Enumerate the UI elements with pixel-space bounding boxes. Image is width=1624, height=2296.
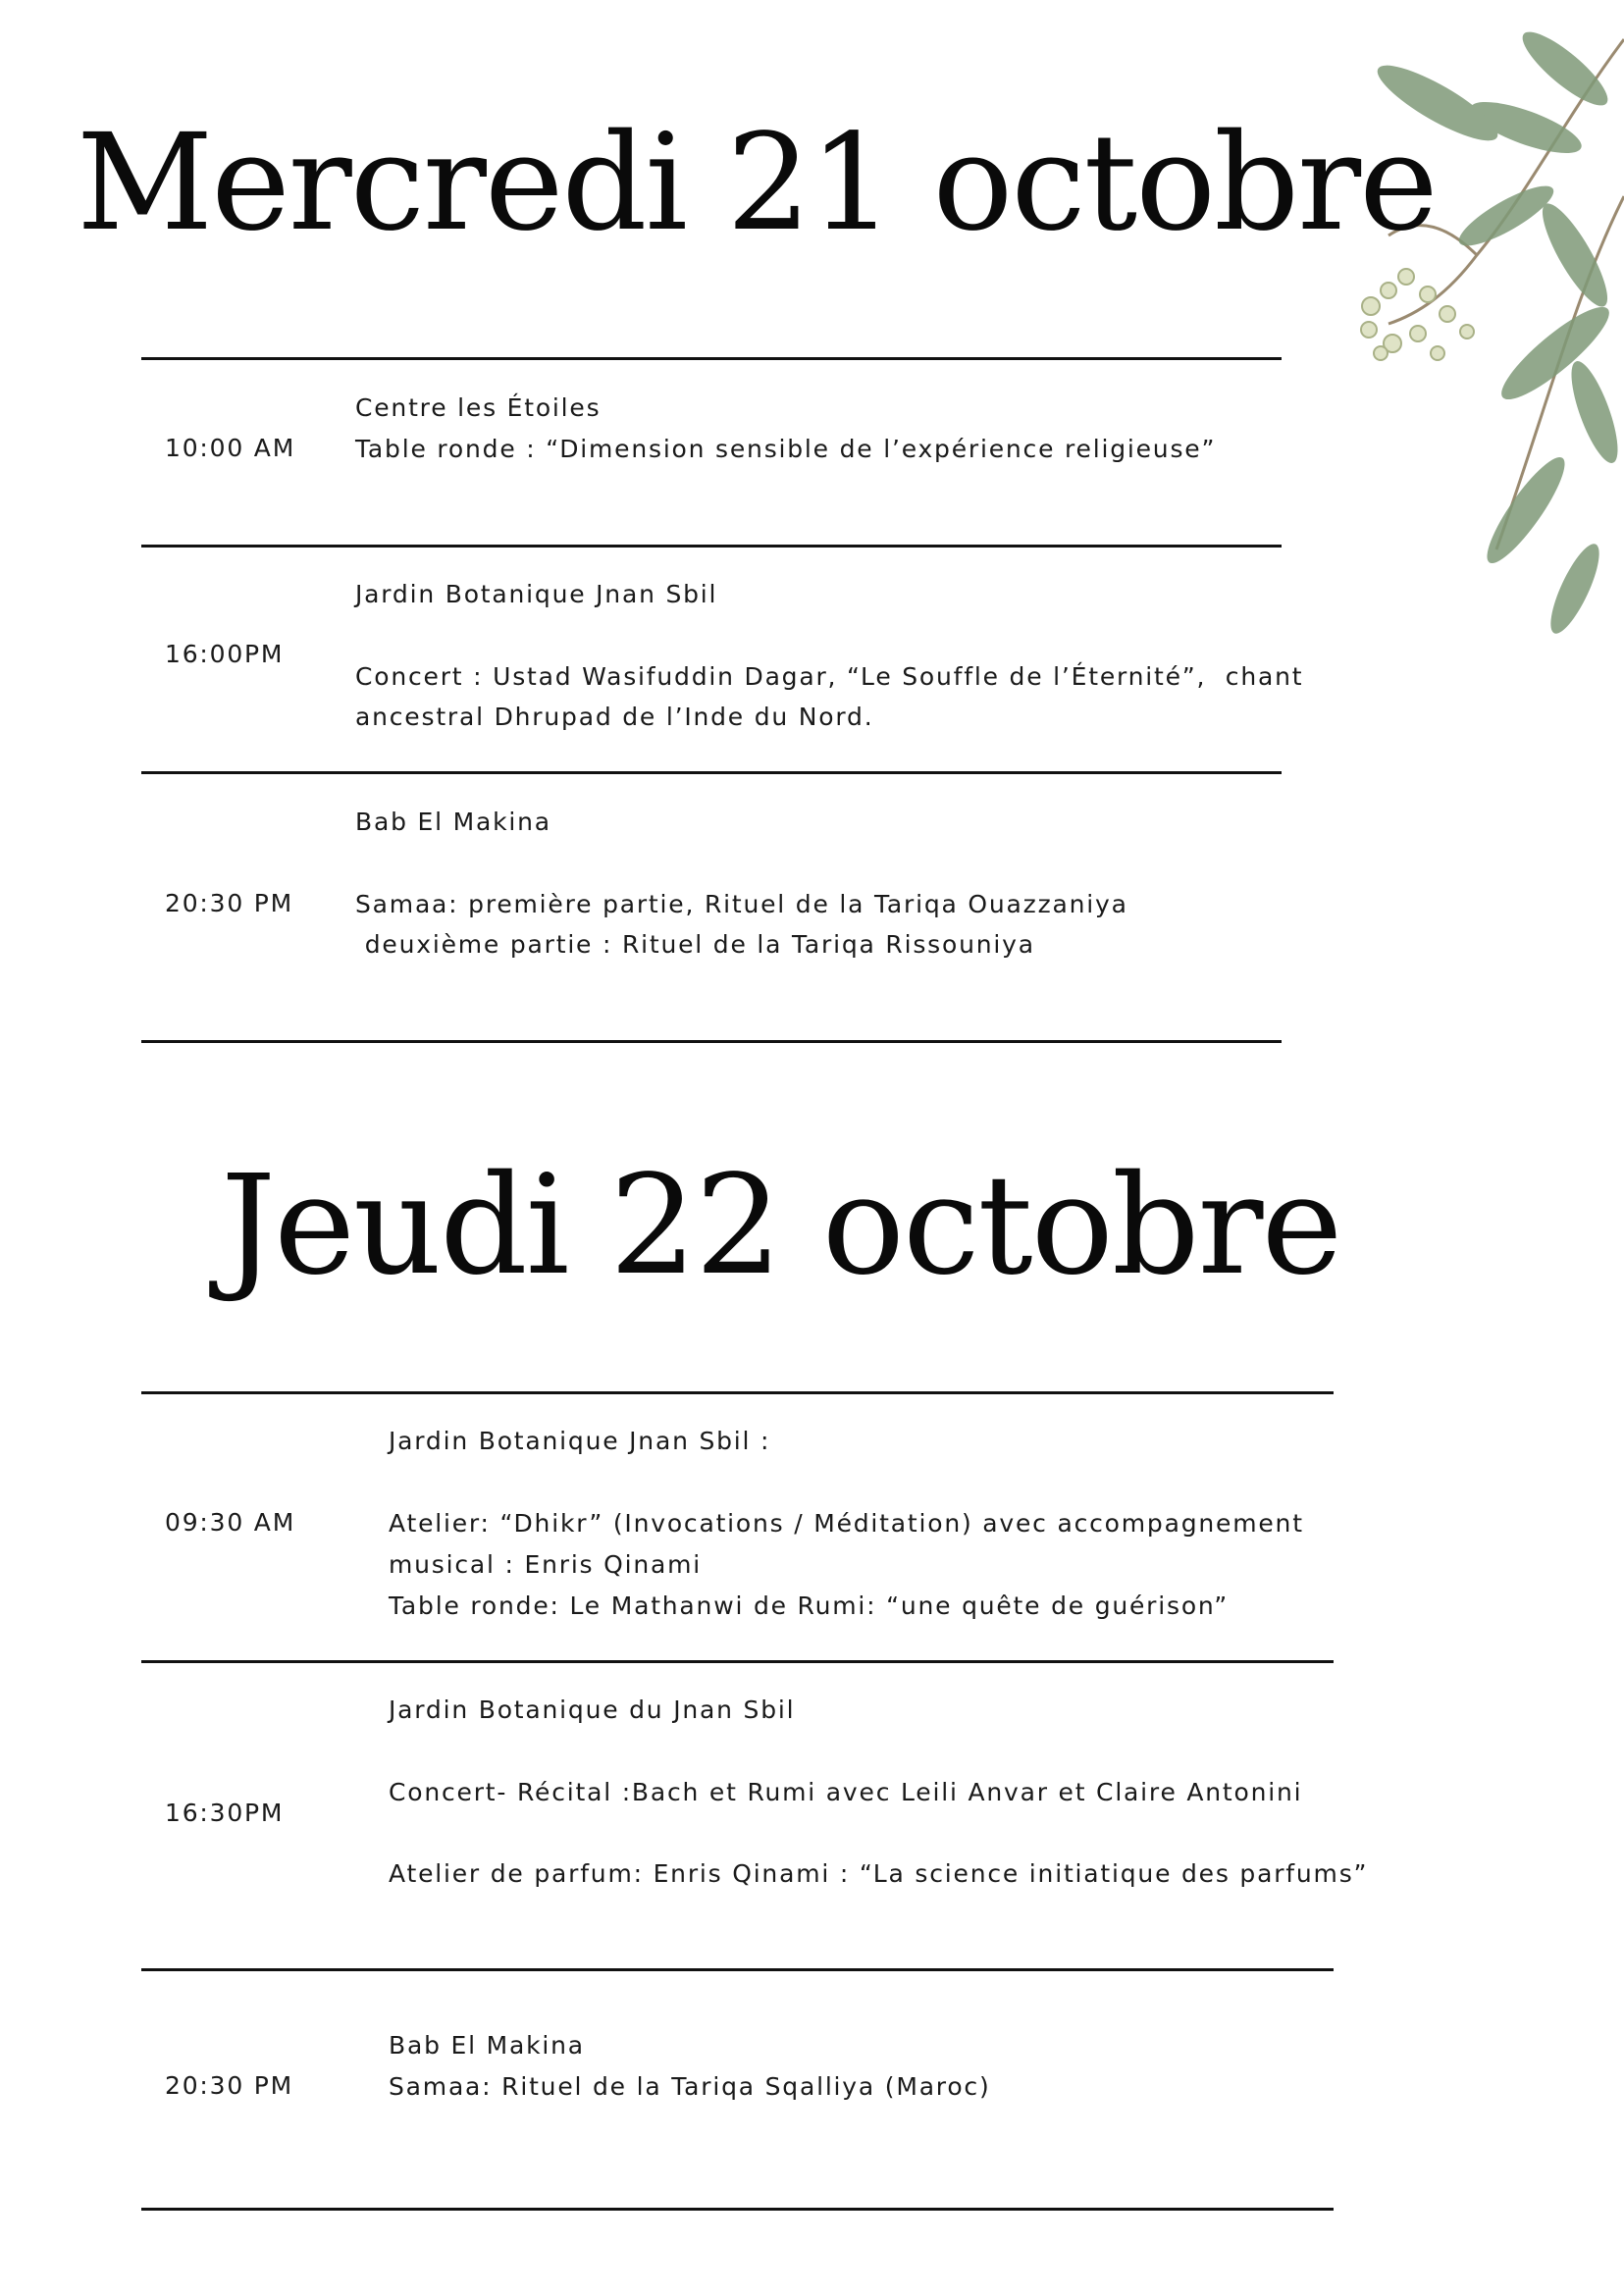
event-description: deuxième partie : Rituel de la Tariqa Rissouniya <box>355 930 1035 959</box>
event-description: Atelier: “Dhikr” (Invocations / Méditation) avec accompagnement <box>389 1509 1304 1538</box>
event-description-text: Concert : Ustad Wasifuddin Dagar, “Le Souffle de l’Éternité”, chant <box>355 662 1304 691</box>
divider <box>141 771 1282 774</box>
divider <box>141 2208 1334 2211</box>
divider <box>141 1660 1334 1663</box>
event-time: 20:30 PM <box>165 2071 294 2100</box>
event-venue: Bab El Makina <box>355 808 551 836</box>
event-description: Samaa: première partie, Rituel de la Tariqa Ouazzaniya <box>355 890 1128 918</box>
event-venue: Jardin Botanique du Jnan Sbil <box>389 1696 796 1724</box>
divider <box>141 1391 1334 1394</box>
event-description: Table ronde : “Dimension sensible de l’expérience religieuse” <box>355 435 1217 463</box>
divider <box>141 1040 1282 1043</box>
divider <box>141 1968 1334 1971</box>
event-venue: Jardin Botanique Jnan Sbil <box>355 580 718 608</box>
day-title-1: Mercredi 21 octobre <box>77 106 1437 261</box>
event-venue: Centre les Étoiles <box>355 393 602 422</box>
eucalyptus-leaves-decoration <box>1330 0 1624 667</box>
event-time: 20:30 PM <box>165 889 294 917</box>
divider <box>141 357 1282 360</box>
event-venue: Jardin Botanique Jnan Sbil : <box>389 1427 771 1455</box>
event-venue: Bab El Makina <box>389 2031 585 2060</box>
event-description: musical : Enris Qinami <box>389 1550 703 1579</box>
event-description: ancestral Dhrupad de l’Inde du Nord. <box>355 703 874 731</box>
day-title-2: Jeudi 22 octobre <box>221 1146 1341 1306</box>
event-description: Atelier de parfum: Enris Qinami : “La science initiatique des parfums” <box>389 1859 1369 1888</box>
event-description <box>355 661 1304 693</box>
event-description: Concert- Récital :Bach et Rumi avec Leili Anvar et Claire Antonini <box>389 1778 1303 1806</box>
divider <box>141 545 1282 548</box>
event-time: 16:30PM <box>165 1799 285 1827</box>
event-description: Samaa: Rituel de la Tariqa Sqalliya (Maroc) <box>389 2072 991 2101</box>
event-time: 10:00 AM <box>165 434 296 462</box>
event-description: Table ronde: Le Mathanwi de Rumi: “une quête de guérison” <box>389 1592 1229 1620</box>
event-time: 16:00PM <box>165 640 285 668</box>
event-time: 09:30 AM <box>165 1508 296 1537</box>
